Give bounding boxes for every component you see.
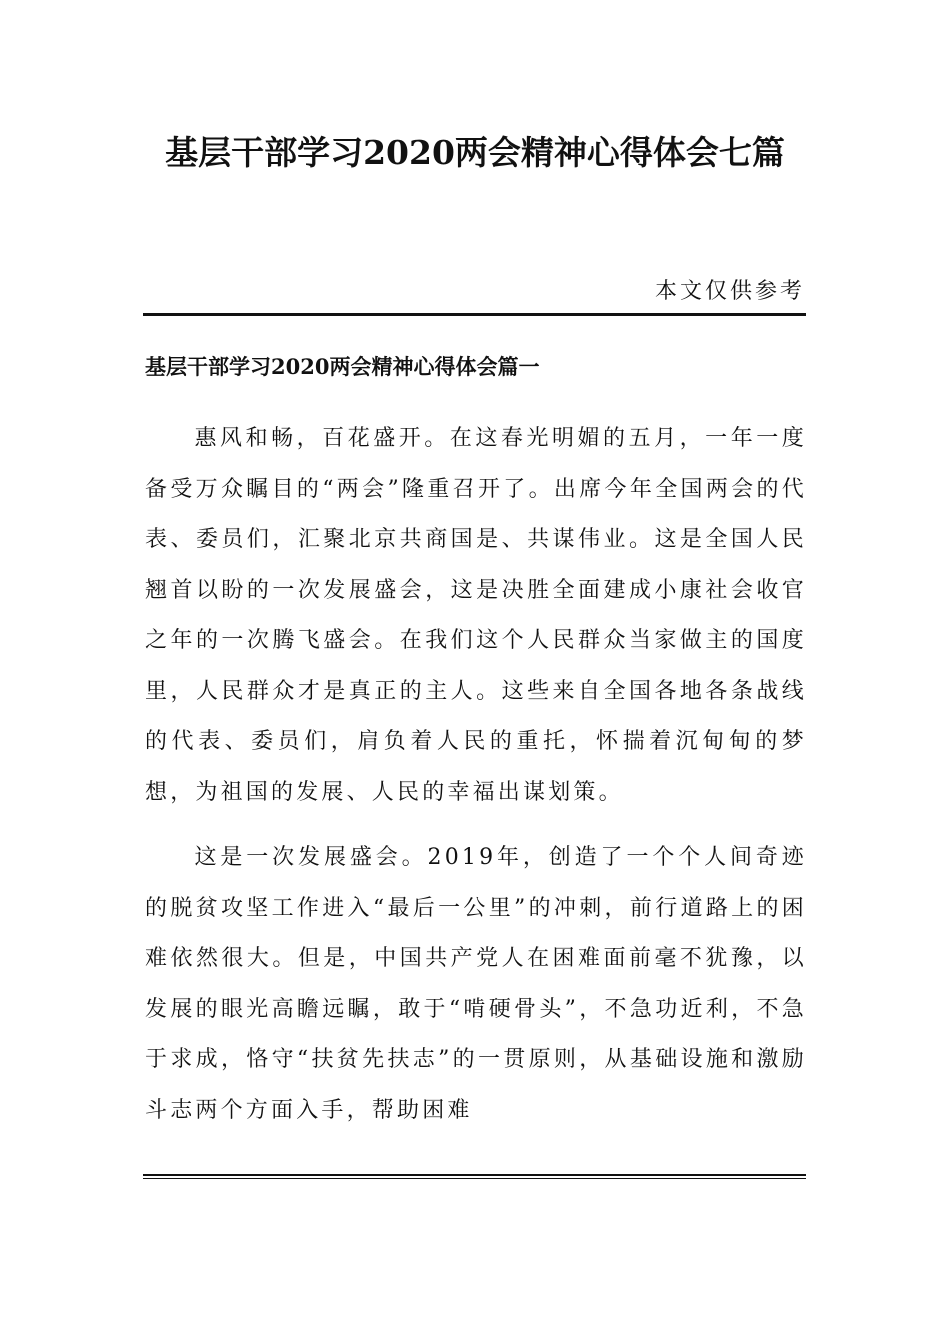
document-title: 基层干部学习2020两会精神心得体会七篇 [165, 133, 785, 172]
body-text [145, 414, 807, 1164]
paragraph-1: 惠风和畅，百花盛开。在这春光明媚的五月，一年一度备受万众瞩目的“两会”隆重召开了。出席今年全国两会的代表、委员们，汇聚北京共商国是、共谋伟业。这是全国人民翘首以盼的一次发展盛会，这是决胜全面建成小康社会收官之年的一次腾飞盛会。在我们这个人民群众当家做主的国度里，人民群众才是真正的主人。这些来自全国各地各条战线的代表、委员们，肩负着人民的重托，怀揣着沉甸甸的梦想，为祖国的发展、人民的幸福出谋划策。 [145, 426, 807, 805]
footer-rule-thin [143, 1178, 806, 1179]
section-heading: 基层干部学习2020两会精神心得体会篇一 [145, 354, 540, 379]
footer-rule [143, 1174, 806, 1176]
paragraph-2: 这是一次发展盛会。2019年，创造了一个个人间奇迹的脱贫攻坚工作进入“最后一公里”的冲刺，前行道路上的困难依然很大。但是，中国共产党人在困难面前毫不犹豫，以发展的眼光高瞻远瞩，敢于“啃硬骨头”，不急功近利，不急于求成，恪守“扶贫先扶志”的一贯原则，从基础设施和激励斗志两个方面入手，帮助困难 [145, 845, 807, 1123]
reference-note: 本文仅供参考 [654, 279, 805, 304]
header-rule [143, 313, 806, 316]
